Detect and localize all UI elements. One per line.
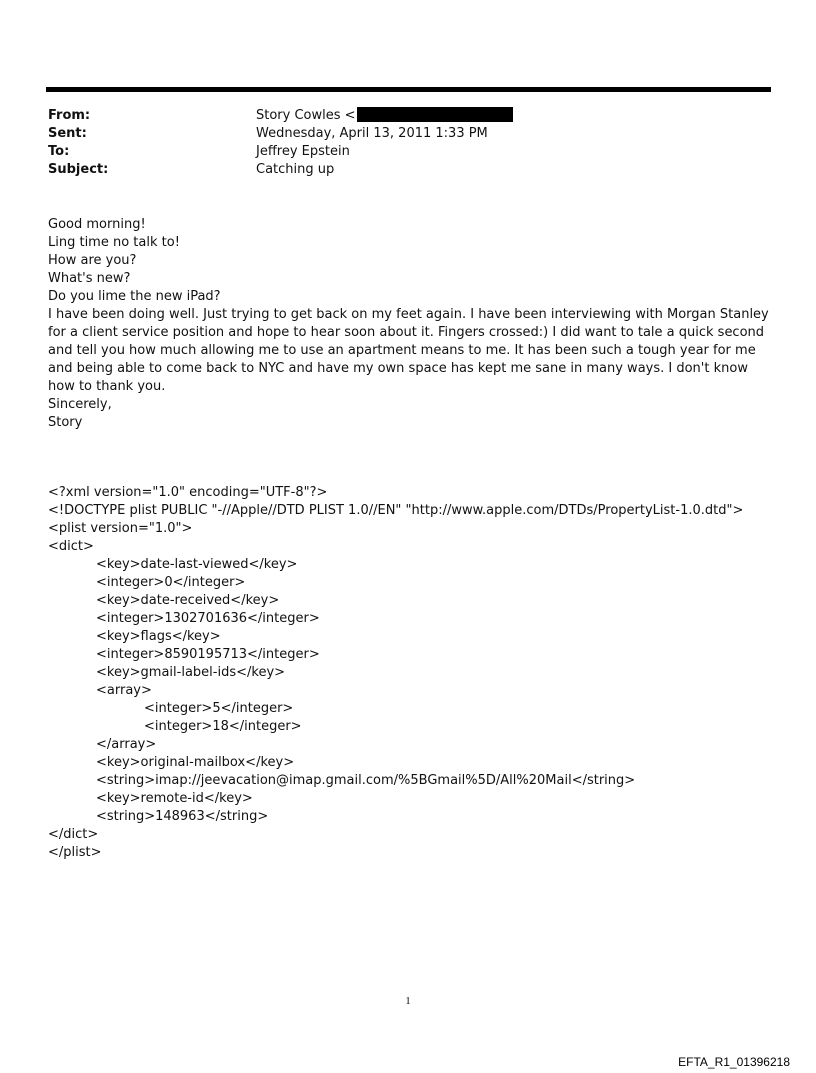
sent-row [48, 125, 748, 143]
body-line: Ling time no talk to! [48, 235, 180, 250]
email-headers [48, 107, 748, 179]
to-row [48, 143, 748, 161]
plist-value: <integer>0</integer> [96, 575, 246, 590]
plist-key: <key>original-mailbox</key> [96, 755, 295, 770]
body-line: Good morning! [48, 217, 146, 232]
signature: Story [48, 415, 83, 430]
plist-key: <key>flags</key> [96, 629, 221, 644]
dict-close: </dict> [48, 827, 99, 842]
array-item: <integer>18</integer> [144, 719, 302, 734]
dict-open: <dict> [48, 539, 94, 554]
from-name: Story Cowles < [256, 108, 356, 123]
plist-value: <string>imap://jeevacation@imap.gmail.com/%5BGmail%5D/All%20Mail</string> [96, 773, 636, 788]
from-value [256, 107, 513, 125]
plist-close: </plist> [48, 845, 102, 860]
to-value: Jeffrey Epstein [256, 144, 350, 159]
body-paragraph: I have been doing well. Just trying to get back on my feet again. I have been interviewing with Morgan Stanley for a client service position and hope to hear soon about it. Fingers crossed:) I did want to tale a quick second and tell you how much allowing me to use an apartment means to me. It has been such a tough year for me and being able to come back to NYC and have my own space has kept me sane in many ways. I don't know how to thank you. [48, 307, 769, 394]
doctype-line: <!DOCTYPE plist PUBLIC "-//Apple//DTD PLIST 1.0//EN" "http://www.apple.com/DTDs/PropertyList-1.0.dtd"> [48, 503, 744, 518]
redaction-box [357, 107, 513, 122]
bates-number: EFTA_R1_01396218 [678, 1055, 790, 1069]
sent-label: Sent: [48, 126, 87, 141]
plist-value: <integer>8590195713</integer> [96, 647, 320, 662]
body-line: Do you lime the new iPad? [48, 289, 221, 304]
sent-value: Wednesday, April 13, 2011 1:33 PM [256, 126, 488, 141]
subject-row [48, 161, 748, 179]
array-item: <integer>5</integer> [144, 701, 294, 716]
plist-key: <key>date-received</key> [96, 593, 280, 608]
to-label: To: [48, 144, 70, 159]
array-close: </array> [96, 737, 157, 752]
header-rule [46, 87, 771, 92]
array-open: <array> [96, 683, 152, 698]
closing: Sincerely, [48, 397, 112, 412]
xml-declaration: <?xml version="1.0" encoding="UTF-8"?> [48, 485, 328, 500]
plist-value: <string>148963</string> [96, 809, 269, 824]
plist-metadata [48, 484, 772, 862]
page-number: 1 [405, 995, 411, 1007]
plist-key: <key>remote-id</key> [96, 791, 253, 806]
body-line: What's new? [48, 271, 131, 286]
plist-key: <key>gmail-label-ids</key> [96, 665, 286, 680]
plist-value: <integer>1302701636</integer> [96, 611, 320, 626]
plist-key: <key>date-last-viewed</key> [96, 557, 298, 572]
from-row [48, 107, 748, 125]
from-label: From: [48, 108, 91, 123]
email-body [48, 216, 772, 432]
subject-value: Catching up [256, 162, 335, 177]
plist-open: <plist version="1.0"> [48, 521, 193, 536]
subject-label: Subject: [48, 162, 109, 177]
body-line: How are you? [48, 253, 137, 268]
